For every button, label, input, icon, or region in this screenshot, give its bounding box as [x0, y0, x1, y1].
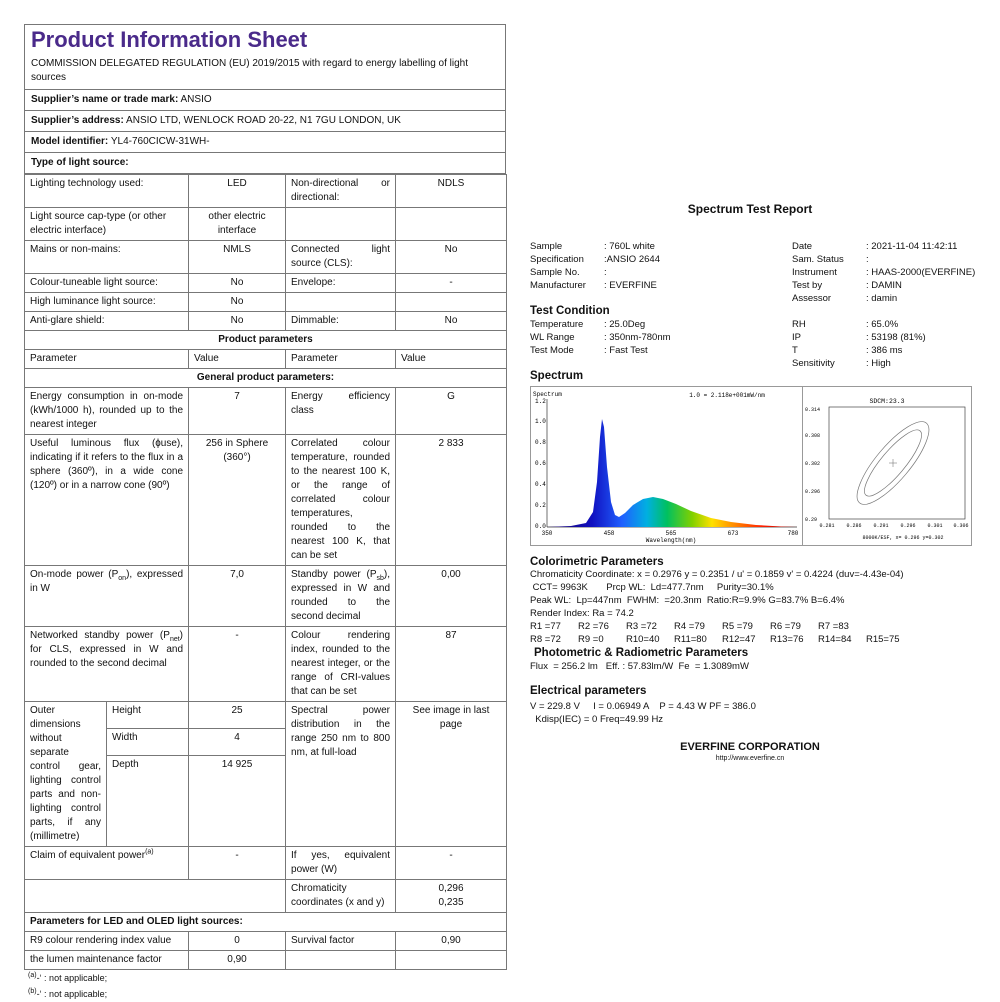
cie-y-tick: 0.314	[805, 407, 821, 413]
column-header: Value	[189, 350, 286, 369]
y-tick: 0.4	[535, 481, 546, 488]
x-tick: 565	[665, 530, 677, 537]
table-row	[25, 241, 507, 274]
dim-depth-value: 14 925	[189, 756, 286, 847]
model-row	[24, 132, 506, 153]
param-label: Standby power $(P_{sb})$, expressed in W and rounded to the second decimal	[286, 566, 396, 627]
table-row	[25, 566, 507, 627]
colorimetric-line: Render Index: Ra = 74.2	[530, 608, 634, 619]
supplier-name-row	[24, 90, 506, 111]
table-row	[25, 847, 507, 880]
spd-value: See image in last page	[396, 702, 507, 847]
table-row	[25, 388, 507, 435]
parameter-table	[24, 174, 507, 970]
model-identifier: YL4-760CICW-31WH-	[110, 136, 210, 147]
param-value: 2 833	[396, 435, 507, 566]
spd-label: Spectral power distribution in the range 250 nm to 800 nm, at full-load	[286, 702, 396, 847]
dimensions-label: Outer dimensions without separate control gear, lighting control parts and non-lighting control parts, if any (millimetre)	[25, 702, 107, 847]
param-value: 7	[189, 388, 286, 435]
column-header: Parameter	[286, 350, 396, 369]
param-label: Chromaticity coordinates (x and y)	[286, 880, 396, 913]
y-tick: 1.0	[535, 418, 546, 425]
param-label: Non-directional or directional:	[286, 175, 396, 208]
general-params-header: General product parameters:	[25, 369, 507, 388]
spectrum-curve	[547, 419, 797, 527]
cie-x-tick: 0.286	[846, 523, 862, 529]
table-row	[25, 175, 507, 208]
cie-footer: 8000K/ESF, x= 0.296 y=0.302	[862, 535, 944, 541]
param-value: G	[396, 388, 507, 435]
cie-x-tick: 0.281	[819, 523, 835, 529]
spectrum-xlabel: Wavelength(nm)	[645, 537, 697, 544]
param-label: R9 colour rendering index value	[25, 932, 189, 951]
cie-x-tick: 0.306	[953, 523, 969, 529]
param-label: Envelope:	[286, 274, 396, 293]
y-tick: 0.8	[535, 439, 546, 446]
colorimetric-line: Chromaticity Coordinate: x = 0.2976 y = 0.2351 / u' = 0.1859 v' = 0.4224 (duv=-4.43e-04)	[530, 569, 904, 580]
table-row	[25, 293, 507, 312]
cie-y-tick: 0.296	[805, 489, 821, 495]
param-value: NMLS	[189, 241, 286, 274]
param-label: Connected light source (CLS):	[286, 241, 396, 274]
param-value: -	[189, 847, 286, 880]
cie-x-tick: 0.291	[873, 523, 889, 529]
param-label: Claim of equivalent power$^{(a)}$	[25, 847, 189, 880]
cie-x-tick: 0.296	[900, 523, 916, 529]
y-tick: 0.6	[535, 460, 546, 467]
render-index-row-2: R8 =72 R9 =0 R10=40 R11=80 R12=47 R13=76 R14=84 R15=75	[530, 634, 900, 645]
y-tick: 0.2	[535, 502, 546, 509]
dim-width-value: 4	[189, 729, 286, 756]
param-value: NDLS	[396, 175, 507, 208]
spectrum-plot	[530, 386, 804, 546]
cie-title: SDCM:23.3	[869, 398, 905, 405]
param-value: No	[396, 241, 507, 274]
param-label: Light source cap-type (or other electric interface)	[25, 208, 189, 241]
param-value: No	[189, 293, 286, 312]
sheet-title: Product Information Sheet	[24, 24, 506, 55]
table-row	[25, 627, 507, 702]
table-row	[25, 932, 507, 951]
param-label: Colour-tuneable light source:	[25, 274, 189, 293]
param-label: Survival factor	[286, 932, 396, 951]
photometric-heading: Photometric & Radiometric Parameters	[534, 647, 749, 659]
product-params-header: Product parameters	[25, 331, 507, 350]
param-label: Lighting technology used:	[25, 175, 189, 208]
empty-cell	[396, 951, 507, 970]
table-row	[25, 702, 507, 729]
param-label: High luminance light source:	[25, 293, 189, 312]
cie-y-tick: 0.29	[805, 517, 818, 523]
param-label: Colour rendering index, rounded to the nearest integer, or the range of CRI-values that can be set	[286, 627, 396, 702]
test-condition-left: Temperature : 25.0Deg WL Range : 350nm-780nm Test Mode : Fast Test	[530, 319, 671, 356]
electrical-line: Kdisp(IEC) = 0 Freq=49.99 Hz	[530, 714, 664, 725]
spectrum-heading: Spectrum	[530, 370, 584, 382]
param-label	[286, 293, 396, 312]
electrical-line: V = 229.8 V I = 0.06949 A P = 4.43 W PF = 386.0	[530, 701, 756, 712]
spectrum-ylabel: Spectrum	[533, 391, 562, 398]
empty-cell	[25, 880, 286, 913]
param-value: No	[396, 312, 507, 331]
column-header-row	[25, 350, 507, 369]
render-index-row-1: R1 =77 R2 =76 R3 =72 R4 =79 R5 =79 R6 =79 R7 =83	[530, 621, 849, 632]
supplier-name: ANSIO	[180, 94, 212, 105]
supplier-address: ANSIO LTD, WENLOCK ROAD 20-22, N1 7GU LONDON, UK	[126, 115, 401, 126]
param-label: Correlated colour temperature, rounded to the nearest 100 K, or the range of correlated colour temperatures, rounded to the nearest 100 K, that can be set	[286, 435, 396, 566]
colorimetric-line: Peak WL: Lp=447nm FWHM: =20.3nm Ratio:R=9.9% G=83.7% B=6.4%	[530, 595, 845, 606]
sheet-subtitle: COMMISSION DELEGATED REGULATION (EU) 2019/2015 with regard to energy labelling of light sources	[24, 55, 506, 90]
param-label: Networked standby power $(P_{net})$ for CLS, expressed in W and rounded to the second decimal	[25, 627, 189, 702]
table-row	[25, 880, 507, 913]
param-value	[396, 208, 507, 241]
sample-info-left: Sample : 760L white Specification :ANSIO 2644 Sample No. : Manufacturer : EVERFINE	[530, 241, 660, 291]
param-value: 0,90	[396, 932, 507, 951]
param-value: 7,0	[189, 566, 286, 627]
param-value: No	[189, 312, 286, 331]
spectrum-note: 1.0 = 2.118e+001mW/nm	[689, 392, 765, 399]
spectrum-svg	[531, 387, 803, 545]
footnote-b: $^{(b)}$-‘ : not applicable;	[28, 988, 108, 999]
footnote-a: $^{(a)}$-‘ : not applicable;	[28, 972, 108, 983]
cie-y-tick: 0.302	[805, 461, 821, 467]
table-row	[25, 435, 507, 566]
dim-height-value: 25	[189, 702, 286, 729]
supplier-name-label: Supplier’s name or trade mark:	[31, 94, 179, 105]
param-value: -	[396, 274, 507, 293]
test-condition-right: RH : 65.0% IP : 53198 (81%) T : 386 ms Sensitivity : High	[792, 319, 926, 369]
cie-y-tick: 0.308	[805, 433, 821, 439]
cie-x-tick: 0.301	[927, 523, 943, 529]
param-label: Dimmable:	[286, 312, 396, 331]
column-header: Value	[396, 350, 507, 369]
empty-cell	[286, 951, 396, 970]
type-header	[24, 153, 506, 174]
param-value: -	[189, 627, 286, 702]
param-label: Energy consumption in on-mode (kWh/1000 h), rounded up to the nearest integer	[25, 388, 189, 435]
param-value: 256 in Sphere (360°)	[189, 435, 286, 566]
param-label: Energy efficiency class	[286, 388, 396, 435]
param-value	[396, 293, 507, 312]
dim-width-label: Width	[107, 729, 189, 756]
param-label: Anti-glare shield:	[25, 312, 189, 331]
photometric-line: Flux = 256.2 lm Eff. : 57.83lm/W Fe = 1.3089mW	[530, 661, 749, 672]
led-params-header: Parameters for LED and OLED light sources:	[25, 913, 507, 932]
param-value: -	[396, 847, 507, 880]
param-value: 0,00	[396, 566, 507, 627]
section-header	[25, 913, 507, 932]
param-value: 87	[396, 627, 507, 702]
param-value: 0,296 0,235	[396, 880, 507, 913]
test-condition-heading: Test Condition	[530, 305, 610, 317]
section-header	[25, 369, 507, 388]
x-tick: 673	[727, 530, 739, 537]
param-label: Useful luminous flux (ɸuse), indicating if it refers to the flux in a sphere (360º), in a wide cone (120º) or in a narrow cone (90º)	[25, 435, 189, 566]
electrical-heading: Electrical parameters	[530, 685, 647, 697]
report-title: Spectrum Test Report	[687, 202, 813, 216]
table-row	[25, 274, 507, 293]
param-value: 0,90	[189, 951, 286, 970]
cie-svg	[803, 387, 971, 545]
dim-depth-label: Depth	[107, 756, 189, 847]
sample-info-right: Date : 2021-11-04 11:42:11 Sam. Status : Instrument : HAAS-2000(EVERFINE) Test by : DAMIN Assessor : damin	[792, 241, 976, 304]
x-tick: 780	[787, 530, 799, 537]
column-header: Parameter	[25, 350, 189, 369]
param-label	[286, 208, 396, 241]
colorimetric-heading: Colorimetric Parameters	[530, 556, 664, 568]
supplier-address-label: Supplier’s address:	[31, 115, 124, 126]
cie-plot	[802, 386, 972, 546]
y-tick: 1.2	[535, 398, 546, 405]
colorimetric-line: CCT= 9963K Prcp WL: Ld=477.7nm Purity=30.1%	[530, 582, 774, 593]
dim-height-label: Height	[107, 702, 189, 729]
y-tick: 0.0	[535, 523, 546, 530]
table-row	[25, 951, 507, 970]
product-information-sheet	[24, 24, 506, 1002]
param-value: No	[189, 274, 286, 293]
model-label: Model identifier:	[31, 136, 109, 147]
x-tick: 350	[541, 530, 553, 537]
type-header-label: Type of light source:	[31, 157, 129, 168]
param-value: LED	[189, 175, 286, 208]
supplier-address-row	[24, 111, 506, 132]
section-header	[25, 331, 507, 350]
param-label: the lumen maintenance factor	[25, 951, 189, 970]
x-tick: 458	[603, 530, 615, 537]
company-url: http://www.everfine.cn	[715, 755, 785, 762]
table-row	[25, 312, 507, 331]
param-label: If yes, equivalent power (W)	[286, 847, 396, 880]
table-row	[25, 208, 507, 241]
param-label: Mains or non-mains:	[25, 241, 189, 274]
company-name: EVERFINE CORPORATION	[680, 741, 820, 753]
param-value: other electric interface	[189, 208, 286, 241]
param-value: 0	[189, 932, 286, 951]
param-label: On-mode power $(P_{on})$, expressed in W	[25, 566, 189, 627]
